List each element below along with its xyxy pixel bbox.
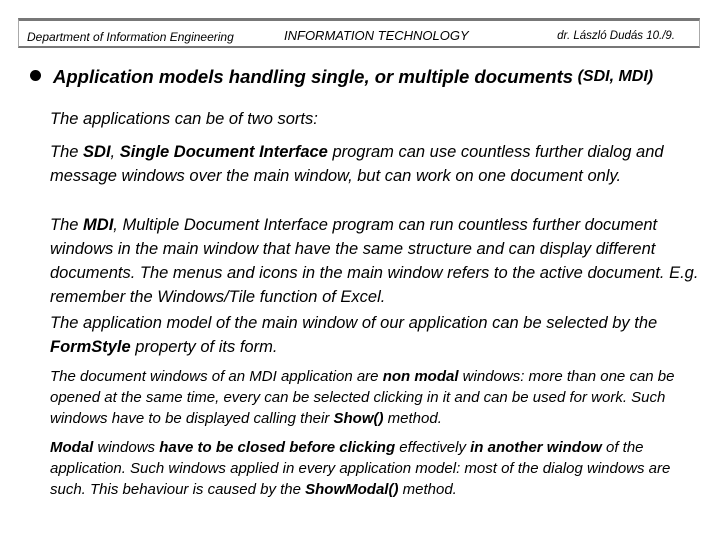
text-run: The bbox=[50, 216, 84, 234]
paragraph-modal bbox=[50, 437, 710, 500]
heading-tag: (SDI, MDI) bbox=[577, 68, 654, 85]
text-run: property of its form. bbox=[130, 338, 278, 356]
header-author: dr. László Dudás 10./9. bbox=[557, 30, 675, 42]
paragraph-intro bbox=[50, 107, 710, 131]
term-non-modal: non modal bbox=[382, 368, 459, 385]
paragraph-formstyle bbox=[50, 311, 710, 359]
paragraph-non-modal bbox=[50, 366, 710, 429]
term-single-document-interface: Single Document Interface bbox=[119, 143, 328, 161]
text-run: program can use countless further dialog and message windows over the main window, but can work on one document only. bbox=[50, 143, 664, 185]
text-run: windows bbox=[93, 439, 160, 456]
text-run: The document windows of an MDI application are bbox=[50, 368, 383, 385]
text-run: The bbox=[50, 143, 84, 161]
paragraph-intro-text: The applications can be of two sorts: bbox=[50, 110, 318, 128]
term-show-method: Show() bbox=[333, 410, 384, 427]
text-run: of the application. Such windows applied in every application model: most of the dialog windows are such. This behaviour is caused by the bbox=[50, 439, 671, 498]
text-run: The application model of the main window of our application can be selected by the bbox=[50, 314, 658, 332]
term-another-window: in another window bbox=[470, 439, 602, 456]
text-run: method. bbox=[398, 481, 457, 498]
term-closed-before-clicking: have to be closed before clicking bbox=[159, 439, 396, 456]
term-formstyle: FormStyle bbox=[50, 338, 131, 356]
heading-text: Application models handling single, or multiple documents bbox=[53, 66, 574, 87]
text-run: effectively bbox=[395, 439, 471, 456]
term-modal: Modal bbox=[50, 439, 94, 456]
slide-heading bbox=[30, 66, 720, 88]
header-department: Department of Information Engineering bbox=[27, 30, 234, 44]
paragraph-sdi bbox=[50, 140, 710, 188]
header-title: INFORMATION TECHNOLOGY bbox=[284, 28, 469, 43]
term-showmodal-method: ShowModal() bbox=[305, 481, 399, 498]
paragraph-mdi bbox=[50, 213, 710, 309]
term-mdi: MDI bbox=[83, 216, 114, 234]
text-run: , bbox=[110, 143, 120, 161]
text-run: , Multiple Document Interface program can run countless further document windows in the main window that have the same structure and can display different documents. The menus and icons in the main window refers to the active document. E.g. remember the Windows/Tile function of Excel. bbox=[50, 216, 699, 306]
text-run: method. bbox=[383, 410, 442, 427]
text-run: windows: more than one can be opened at the same time, every can be selected clicking in it and can be used for work. Such windows have to be displayed calling their bbox=[50, 368, 675, 427]
bullet-icon bbox=[30, 70, 41, 81]
term-sdi: SDI bbox=[83, 143, 111, 161]
slide-header bbox=[18, 18, 700, 48]
